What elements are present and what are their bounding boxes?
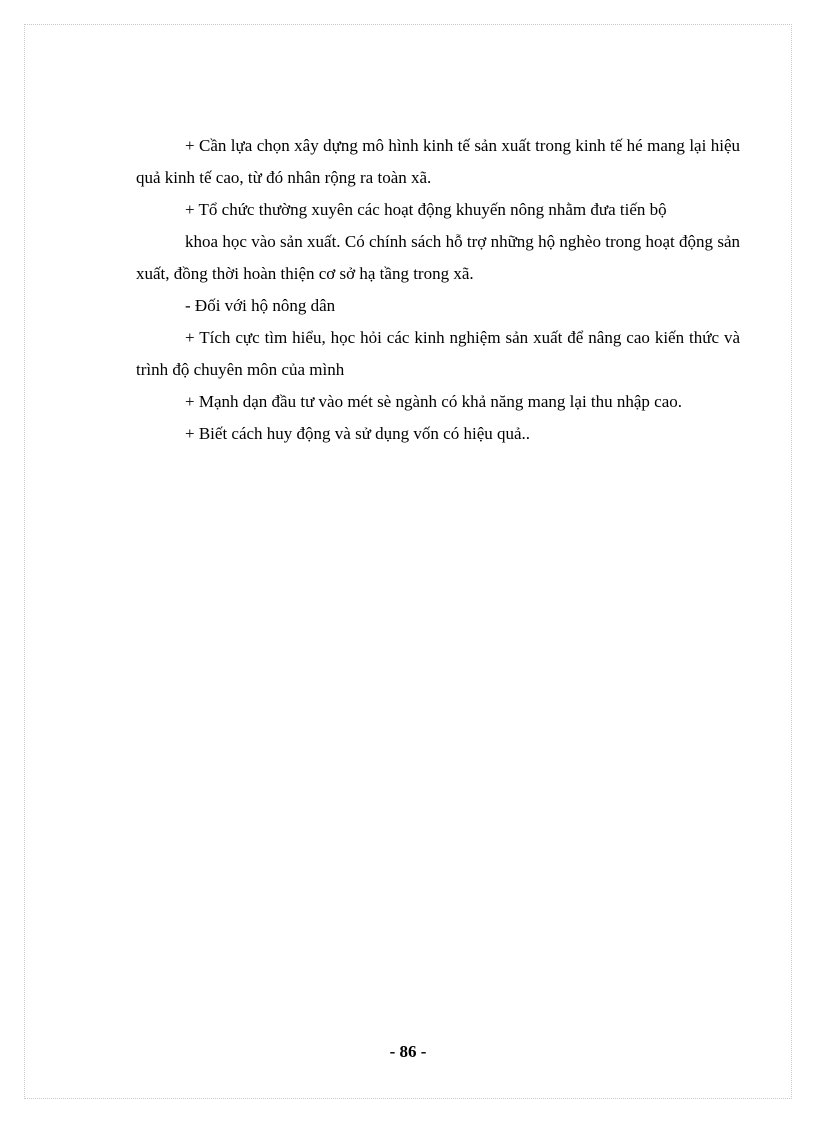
- heading-farm-households: - Đối với hộ nông dân: [185, 296, 336, 315]
- paragraph-learning-experience: + Tích cực tìm hiểu, học hỏi các kinh nghiệm sản xuất để nâng cao kiến thức và trình độ chuyên môn của mình: [136, 328, 740, 379]
- paragraph-capital-use: + Biết cách huy động và sử dụng vốn có hiệu quả..: [185, 424, 531, 443]
- paragraph-extension-activities: + Tổ chức thường xuyên các hoạt động khuyến nông nhằm đưa tiến bộ: [185, 200, 667, 219]
- paragraph-model-selection: + Cần lựa chọn xây dựng mô hình kinh tế sản xuất trong kinh tế hé mang lại hiệu quả kinh tế cao, từ đó nhân rộng ra toàn xã.: [136, 136, 740, 187]
- paragraph-science-support: khoa học vào sản xuất. Có chính sách hỗ trợ những hộ nghèo trong hoạt động sản xuất, đồng thời hoàn thiện cơ sở hạ tầng trong xã.: [136, 232, 740, 283]
- page-number: - 86 -: [389, 1042, 427, 1061]
- paragraph-investment: + Mạnh dạn đầu tư vào mét sè ngành có khả năng mang lại thu nhập cao.: [185, 392, 683, 411]
- document-body: [136, 130, 740, 450]
